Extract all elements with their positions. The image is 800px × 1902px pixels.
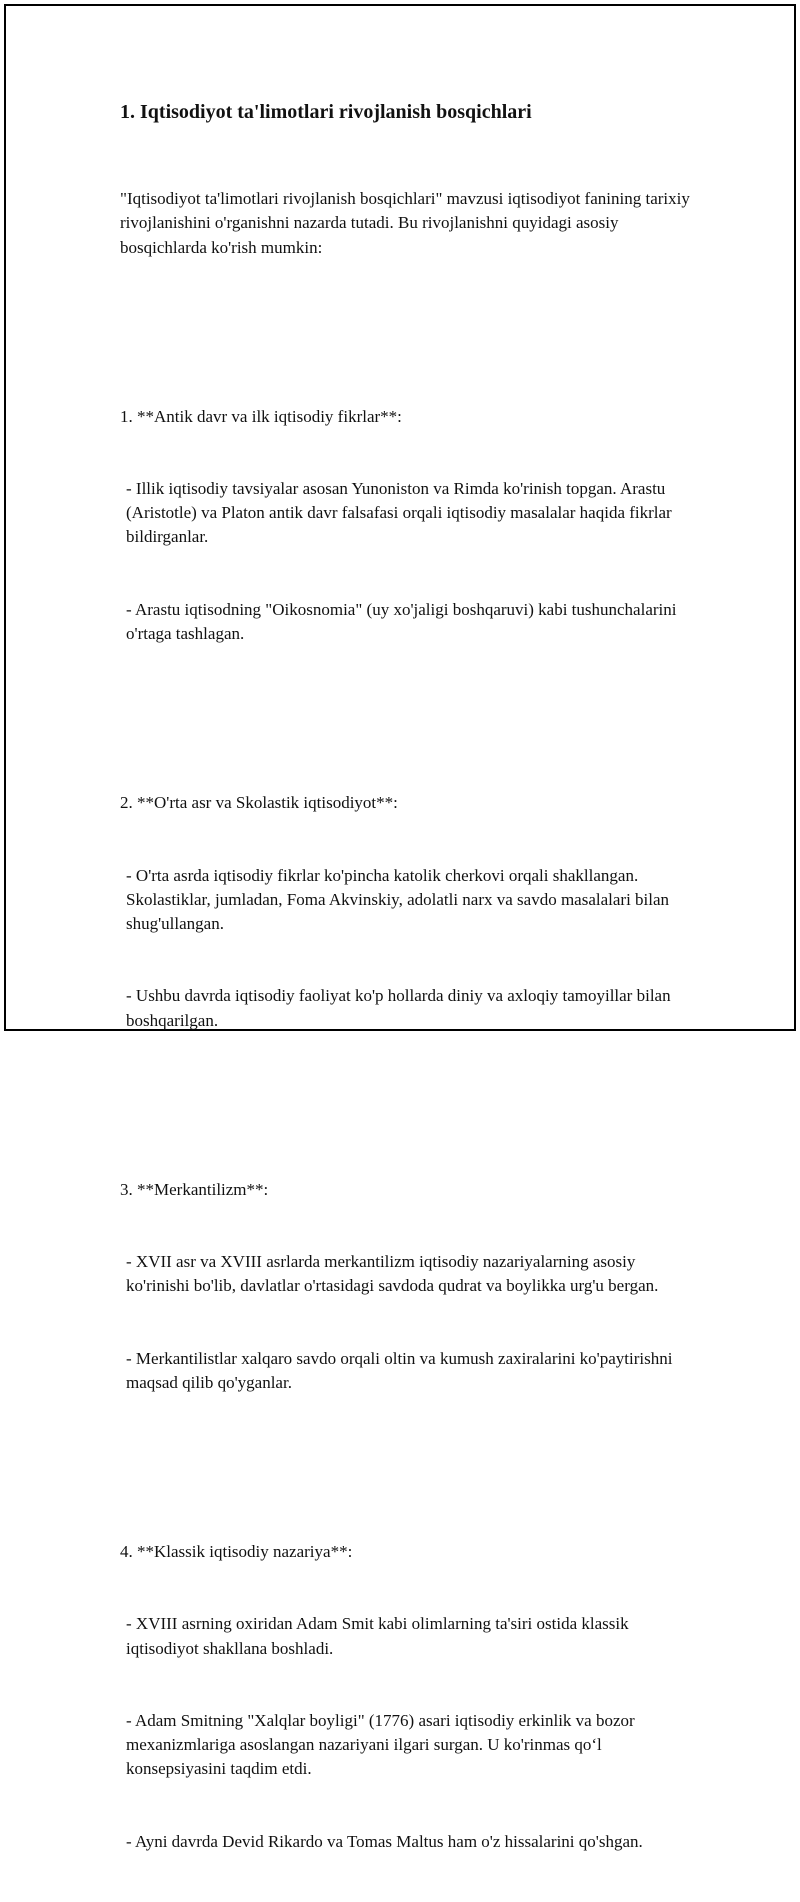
section-bullet: - Ushbu davrda iqtisodiy faoliyat ko'p hollarda diniy va axloqiy tamoyillar bilan boshqarilgan. [126, 986, 675, 1030]
paragraph-gap [120, 1081, 700, 1105]
section-heading: 3. **Merkantilizm**: [120, 1179, 269, 1199]
paragraph-gap [120, 308, 700, 332]
section-heading: 4. **Klassik iqtisodiy nazariya**: [120, 1542, 353, 1561]
document-body [120, 139, 700, 1902]
section-bullet: - XVIII asrning oxiridan Adam Smit kabi olimlarning ta'siri ostida klassik iqtisodiyot shakllana boshladi. [126, 1614, 633, 1658]
section-heading: 2. **O'rta asr va Skolastik iqtisodiyot**: [120, 793, 398, 813]
intro-paragraph: "Iqtisodiyot ta'limotlari rivojlanish bosqichlari" mavzusi iqtisodiyot fanining tarixiy rivojlanishini o'rganishni nazarda tutadi. Bu rivojlanishni quyidagi asosiy bosqichlarda ko'rish mumkin: [120, 189, 695, 257]
section-bullet: - Arastu iqtisodning "Oikosnomia" (uy xo'jaligi boshqaruvi) kabi tushunchalarini o'rtaga tashlagan. [126, 599, 681, 644]
document-content [120, 99, 700, 1902]
section-bullet: - Ayni davrda Devid Rikardo va Tomas Maltus ham o'z hissalarini qo'shgan. [126, 1831, 643, 1851]
page-frame [4, 4, 796, 1851]
paragraph-gap [120, 695, 700, 719]
document-title: 1. Iqtisodiyot ta'limotlari rivojlanish bosqichlari [120, 101, 532, 123]
section-bullet: - XVII asr va XVIII asrlarda merkantilizm iqtisodiy nazariyalarning asosiy ko'rinishi bo'lib, davlatlar o'rtasidagi savdoda qudrat va boylikka urg'u bergan. [126, 1252, 659, 1296]
section-bullet: - Adam Smitning "Xalqlar boyligi" (1776) asari iqtisodiy erkinlik va bozor mexanizmlariga asoslangan nazariyani ilgari surgan. U ko'rinmas qo‘l konsepsiyasini taqdim etdi. [126, 1711, 639, 1779]
section-bullet: - Illik iqtisodiy tavsiyalar asosan Yunoniston va Rimda ko'rinish topgan. Arastu (Aristotle) va Platon antik davr falsafasi orqali iqtisodiy masalalar haqida fikrlar bildirganlar. [126, 479, 676, 547]
section-heading: 1. **Antik davr va ilk iqtisodiy fikrlar**: [120, 406, 402, 426]
section-bullet: - Merkantilistlar xalqaro savdo orqali oltin va kumush zaxiralarini ko'paytirishni maqsad qilib qo'yganlar. [126, 1348, 677, 1392]
section-bullet: - O'rta asrda iqtisodiy fikrlar ko'pincha katolik cherkovi orqali shakllangan. Skolastiklar, jumladan, Foma Akvinskiy, adolatli narx va savdo masalalari bilan shug'ullangan. [126, 865, 674, 933]
paragraph-gap [120, 1443, 700, 1467]
